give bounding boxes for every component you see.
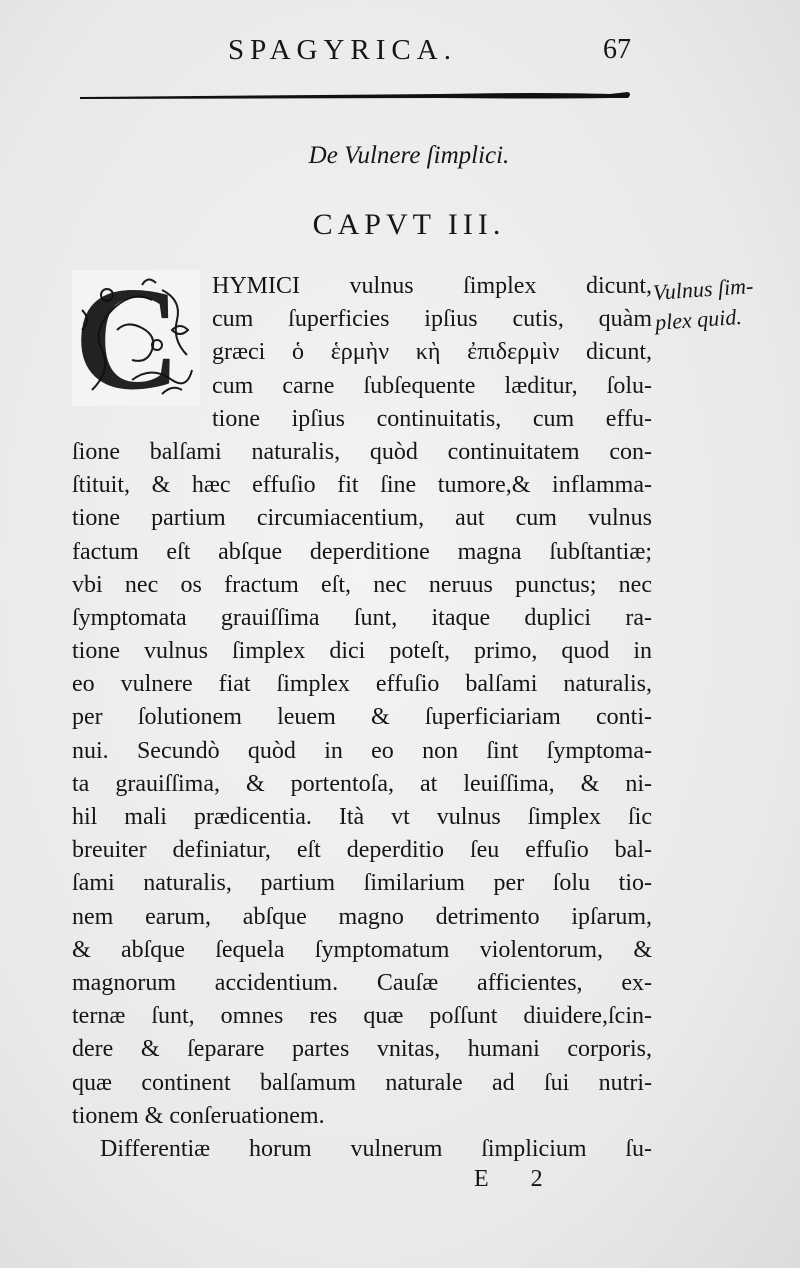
text-line: ſione balſami naturalis, quòd continuitatem con- — [72, 438, 652, 465]
page-number: 67 — [603, 34, 631, 65]
text-line: quæ continent balſamum naturale ad ſui nutri- — [72, 1069, 652, 1096]
text-line: cum carne ſubſequente læditur, ſolu- — [212, 372, 652, 399]
text-line: tione partium circumiacentium, aut cum vulnus — [72, 505, 652, 532]
text-line: hil mali prædicentia. Ità vt vulnus ſimplex ſic — [72, 804, 652, 830]
margin-note-line-2: plex quid. — [654, 303, 743, 335]
drop-cap-letter: C — [74, 270, 181, 406]
text-line: per ſolutionem leuem & ſuperficiariam conti- — [72, 704, 652, 731]
text-line: nem earum, abſque magno detrimento ipſarum, — [72, 903, 652, 930]
text-line: Differentiæ horum vulnerum ſimplicium ſu- — [100, 1135, 652, 1162]
text-line: & abſque ſequela ſymptomatum violentorum, & — [72, 936, 652, 963]
text-line: cum ſuperficies ipſius cutis, quàm — [212, 306, 652, 333]
text-line: tione ipſius continuitatis, cum effu- — [212, 405, 652, 432]
text-line: dere & ſeparare partes vnitas, humani corporis, — [72, 1036, 652, 1063]
text-line: ſami naturalis, partium ſimilarium per ſolu tio- — [72, 870, 652, 897]
margin-note — [652, 271, 756, 338]
text-line: ſtituit, & hæc effuſio fit ſine tumore,& inflamma- — [72, 472, 652, 499]
text-line: HYMICI vulnus ſimplex dicunt, — [212, 273, 652, 299]
text-line: ternæ ſunt, omnes res quæ poſſunt diuidere,ſcin- — [72, 1003, 652, 1030]
signature-mark: E 2 — [474, 1166, 561, 1192]
body-text — [72, 270, 652, 1166]
text-line: factum eſt abſque deperditione magna ſubſtantiæ; — [72, 538, 652, 565]
section-title: De Vulnere ſimplici. — [308, 142, 510, 169]
text-line: tione vulnus ſimplex dici poteſt, primo, quod in — [72, 638, 652, 665]
margin-note-line-1: Vulnus ſim- — [652, 272, 755, 305]
running-title: SPAGYRICA. — [228, 34, 457, 66]
text-line: græci ὁ ἑρμὴν κὴ ἐπιδερμὶν dicunt, — [212, 339, 652, 366]
text-line: tionem & conſeruationem. — [72, 1102, 325, 1129]
text-line: nui. Secundò quòd in eo non ſint ſymptoma- — [72, 737, 652, 764]
text-line: ta grauiſſima, & portentoſa, at leuiſſima, & ni- — [72, 770, 652, 797]
text-line: ſymptomata grauiſſima ſunt, itaque duplici ra- — [72, 604, 652, 631]
text-line: breuiter definiatur, eſt deperditio ſeu effuſio bal- — [72, 837, 652, 864]
text-line: eo vulnere fiat ſimplex effuſio balſami naturalis, — [72, 671, 652, 698]
page-header — [0, 30, 800, 80]
chapter-title: CAPVT III. — [312, 208, 506, 241]
text-line: vbi nec os fractum eſt, nec neruus punctus; nec — [72, 571, 652, 598]
header-rule — [80, 88, 632, 102]
text-line: magnorum accidentium. Cauſæ afficientes, ex- — [72, 969, 652, 996]
